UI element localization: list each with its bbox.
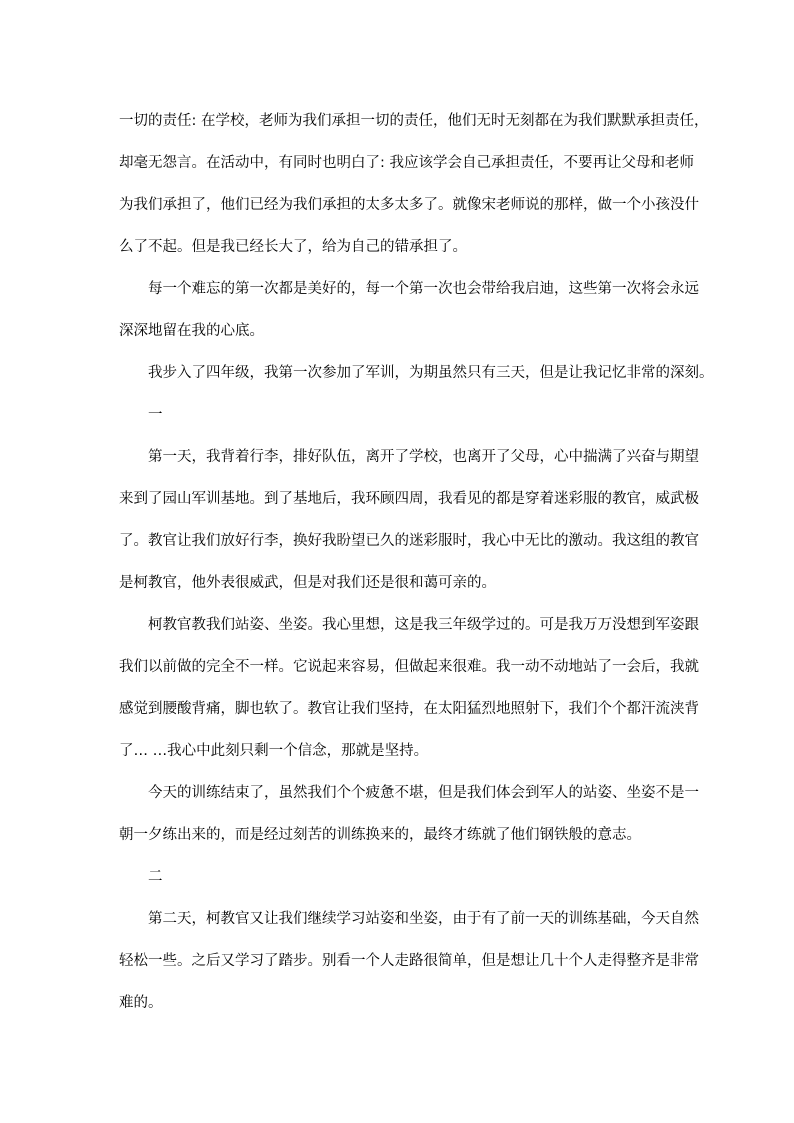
text-line: 今天的训练结束了，虽然我们个个疲惫不堪，但是我们体会到军人的站姿、坐姿不是一 — [148, 785, 699, 801]
text-line: 是柯教官，他外表很威武，但是对我们还是很和蔼可亲的。 — [119, 575, 496, 591]
text-line: 难的。 — [119, 995, 163, 1011]
text-line: 一切的责任: 在学校，老师为我们承担一切的责任，他们无时无刻都在为我们默默承担责任， — [119, 113, 709, 129]
text-line: 感觉到腰酸背痛，脚也软了。教官让我们坚持，在太阳猛烈地照射下，我们个个都汗流浃背 — [119, 701, 699, 717]
document-body — [119, 100, 714, 1024]
text-line: 柯教官教我们站姿、坐姿。我心里想，这是我三年级学过的。可是我万万没想到军姿跟 — [148, 617, 699, 633]
text-line: 每一个难忘的第一次都是美好的，每一个第一次也会带给我启迪，这些第一次将会永远 — [148, 281, 699, 297]
text-line: 么了不起。但是我已经长大了，给为自己的错承担了。 — [119, 239, 467, 255]
text-line: 深深地留在我的心底。 — [119, 323, 264, 339]
text-line: 来到了园山军训基地。到了基地后，我环顾四周，我看见的都是穿着迷彩服的教官，威武极 — [119, 491, 699, 507]
text-line: 第二天，柯教官又让我们继续学习站姿和坐姿，由于有了前一天的训练基础，今天自然 — [148, 911, 699, 927]
text-line: 却毫无怨言。在活动中，有同时也明白了: 我应该学会自己承担责任，不要再让父母和老师 — [119, 155, 694, 171]
text-line: 第一天，我背着行李，排好队伍，离开了学校，也离开了父母，心中揣满了兴奋与期望 — [148, 449, 699, 465]
section-marker: 二 — [148, 869, 163, 885]
text-line: 了。教官让我们放好行李，换好我盼望已久的迷彩服时，我心中无比的激动。我这组的教官 — [119, 533, 699, 549]
text-line: 我们以前做的完全不一样。它说起来容易，但做起来很难。我一动不动地站了一会后，我就 — [119, 659, 699, 675]
text-line: 为我们承担了，他们已经为我们承担的太多太多了。就像宋老师说的那样，做一个小孩没什 — [119, 197, 699, 213]
text-line: 轻松一些。之后又学习了踏步。别看一个人走路很简单，但是想让几十个人走得整齐是非常 — [119, 953, 699, 969]
text-line: 我步入了四年级，我第一次参加了军训，为期虽然只有三天，但是让我记忆非常的深刻。 — [148, 365, 714, 381]
text-line: 了… …我心中此刻只剩一个信念，那就是坚持。 — [119, 743, 429, 759]
text-line: 朝一夕练出来的，而是经过刻苦的训练换来的，最终才练就了他们钢铁般的意志。 — [119, 827, 641, 843]
section-marker: 一 — [148, 407, 163, 423]
